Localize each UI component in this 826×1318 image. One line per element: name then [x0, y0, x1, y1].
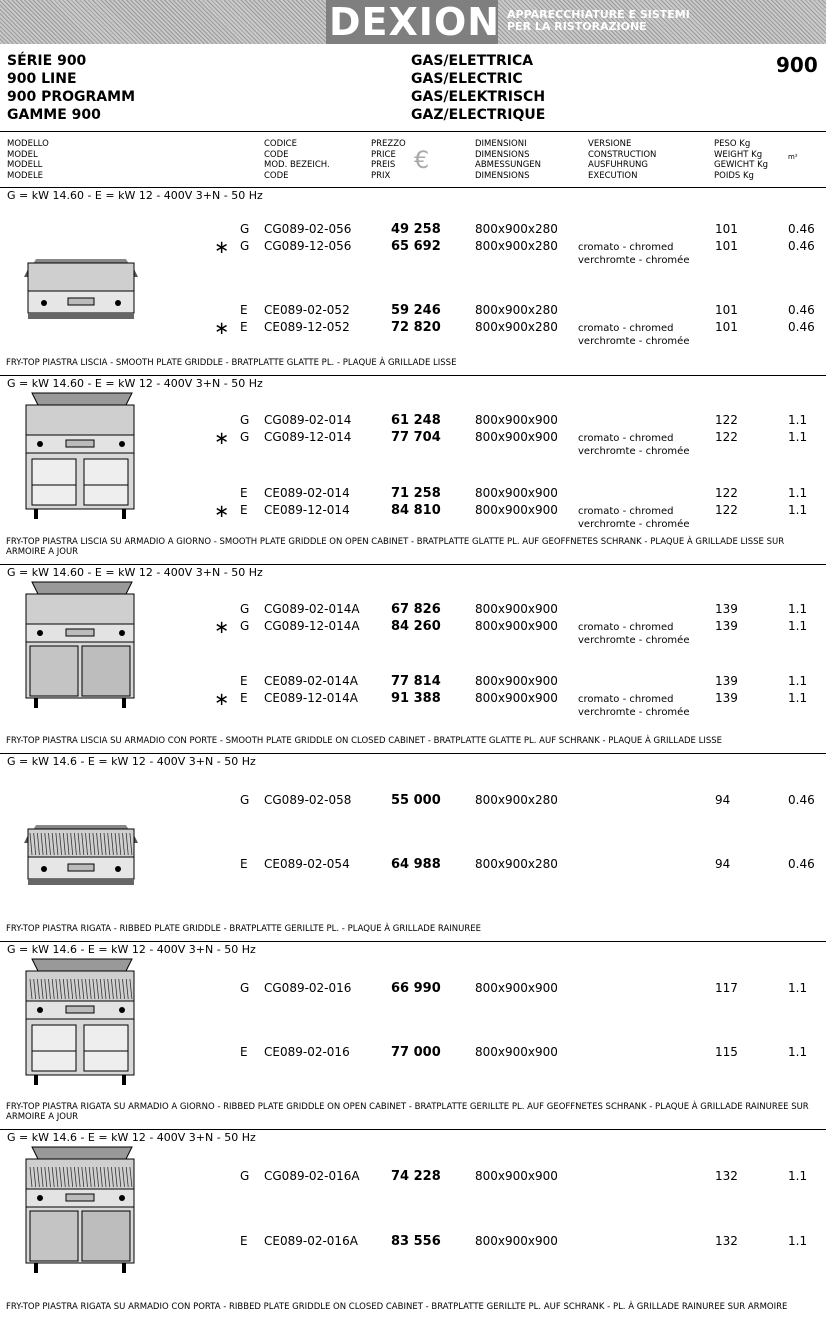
price: 65 692: [391, 239, 441, 254]
product-code: CE089-02-054: [264, 857, 350, 871]
weight: 132: [715, 1234, 738, 1248]
price: 55 000: [391, 793, 441, 808]
price: 74 228: [391, 1169, 441, 1184]
dimensions: 800x900x280: [475, 320, 558, 334]
price: 61 248: [391, 413, 441, 428]
area: 1.1: [788, 602, 808, 616]
power-type: E: [240, 503, 248, 517]
asterisk-icon: ∗: [214, 617, 230, 638]
product-code: CE089-02-052: [264, 303, 350, 317]
product-image: [22, 1143, 140, 1277]
product-code: CE089-02-014: [264, 486, 350, 500]
dimensions: 800x900x900: [475, 503, 558, 517]
asterisk-icon: ∗: [214, 501, 230, 522]
weight: 101: [715, 222, 738, 236]
area: 0.46: [788, 239, 815, 253]
product-code: CG089-12-056: [264, 239, 352, 253]
col-model: MODELLO MODEL MODELL MODELE: [7, 139, 49, 181]
price: 77 704: [391, 430, 441, 445]
section-caption: FRY-TOP PIASTRA RIGATA - RIBBED PLATE GRIDDLE - BRATPLATTE GERILLTE PL. - PLAQUE À GRILLADE RAINUREE: [6, 924, 482, 934]
product-code: CE089-12-014: [264, 503, 350, 517]
col-weight: PESO Kg WEIGHT Kg GEWICHT Kg POIDS Kg: [714, 139, 769, 181]
table-row: [0, 602, 826, 618]
dimensions: 800x900x900: [475, 1169, 558, 1183]
section-divider: [0, 375, 826, 376]
table-row: [0, 617, 826, 638]
asterisk-icon: ∗: [214, 689, 230, 710]
product-code: CG089-02-016: [264, 981, 352, 995]
power-type: G: [240, 793, 250, 807]
product-image: [22, 955, 140, 1089]
weight: 122: [715, 486, 738, 500]
version-note: cromato - chromed verchromte - chromée: [578, 242, 690, 266]
price: 91 388: [391, 691, 441, 706]
version-note: cromato - chromed verchromte - chromée: [578, 506, 690, 530]
weight: 139: [715, 674, 738, 688]
area: 1.1: [788, 486, 808, 500]
power-type: E: [240, 303, 248, 317]
dimensions: 800x900x900: [475, 1234, 558, 1248]
col-price: PREZZO PRICE PREIS PRIX: [371, 139, 406, 181]
dimensions: 800x900x900: [475, 674, 558, 688]
product-image: [22, 795, 142, 891]
col-code: CODICE CODE MOD. BEZEICH. CODE: [264, 139, 330, 181]
weight: 122: [715, 430, 738, 444]
table-row: [0, 981, 826, 997]
price: 84 260: [391, 619, 441, 634]
product-code: CG089-02-016A: [264, 1169, 360, 1183]
area: 0.46: [788, 793, 815, 807]
product-code: CG089-12-014: [264, 430, 352, 444]
section-caption: FRY-TOP PIASTRA RIGATA SU ARMADIO CON PORTA - RIBBED PLATE GRIDDLE ON CLOSED CABINET - BRATPLATTE GERILLTE PL. AUF SCHRANK - PL. À GRILLADE RAINUREE SUR ARMOIRE: [6, 1302, 788, 1312]
asterisk-icon: ∗: [214, 428, 230, 449]
section-caption: FRY-TOP PIASTRA LISCIA - SMOOTH PLATE GRIDDLE - BRATPLATTE GLATTE PL. - PLAQUE À GRILLADE LISSE: [6, 358, 457, 368]
price: 77 814: [391, 674, 441, 689]
area: 1.1: [788, 691, 808, 705]
price: 59 246: [391, 303, 441, 318]
version-note: cromato - chromed verchromte - chromée: [578, 622, 690, 646]
col-area: m²: [788, 153, 798, 161]
product-code: CG089-12-014A: [264, 619, 360, 633]
power-type: G: [240, 602, 250, 616]
power-type: G: [240, 1169, 250, 1183]
dimensions: 800x900x900: [475, 430, 558, 444]
version-note: cromato - chromed verchromte - chromée: [578, 433, 690, 457]
area: 1.1: [788, 503, 808, 517]
dimensions: 800x900x900: [475, 981, 558, 995]
power-type: E: [240, 486, 248, 500]
brand-logo: DEXION: [329, 0, 501, 44]
table-row: [0, 689, 826, 710]
asterisk-icon: ∗: [214, 318, 230, 339]
section-caption: FRY-TOP PIASTRA LISCIA SU ARMADIO CON PORTE - SMOOTH PLATE GRIDDLE ON CLOSED CABINET - BRATPLATTE GLATTE PL. AUF SCHRANK - PLAQUE À GRILLADE LISSE: [6, 736, 723, 746]
weight: 101: [715, 239, 738, 253]
weight: 94: [715, 793, 731, 807]
weight: 122: [715, 413, 738, 427]
weight: 139: [715, 602, 738, 616]
power-type: G: [240, 430, 250, 444]
series-number: 900: [776, 53, 818, 77]
power-type: E: [240, 320, 248, 334]
weight: 94: [715, 857, 731, 871]
table-row: [0, 222, 826, 238]
dimensions: 800x900x280: [475, 793, 558, 807]
product-code: CG089-02-058: [264, 793, 352, 807]
price: 72 820: [391, 320, 441, 335]
version-note: cromato - chromed verchromte - chromée: [578, 323, 690, 347]
area: 1.1: [788, 1234, 808, 1248]
dimensions: 800x900x900: [475, 1045, 558, 1059]
table-row: [0, 674, 826, 690]
product-code: CE089-12-014A: [264, 691, 358, 705]
asterisk-icon: ∗: [214, 237, 230, 258]
power-type: G: [240, 619, 250, 633]
weight: 132: [715, 1169, 738, 1183]
area: 0.46: [788, 222, 815, 236]
section-caption: FRY-TOP PIASTRA LISCIA SU ARMADIO A GIORNO - SMOOTH PLATE GRIDDLE ON OPEN CABINET - BRATPLATTE GLATTE PL. AUF GEOFFNETES SCHRANK - PLAQUE À GRILLADE LISSE SUR ARMOIRE A JOUR: [6, 537, 785, 557]
area: 1.1: [788, 981, 808, 995]
price: 71 258: [391, 486, 441, 501]
power-spec: G = kW 14.6 - E = kW 12 - 400V 3+N - 50 Hz: [7, 943, 256, 956]
power-type: E: [240, 691, 248, 705]
product-code: CE089-02-014A: [264, 674, 358, 688]
area: 0.46: [788, 303, 815, 317]
section-caption: FRY-TOP PIASTRA RIGATA SU ARMADIO A GIORNO - RIBBED PLATE GRIDDLE ON OPEN CABINET - BRATPLATTE GERILLTE PL. AUF GEOFFNETES SCHRANK - PLAQUE À GRILLADE RAINUREE SUR ARMOIRE A JOUR: [6, 1102, 809, 1122]
product-code: CG089-02-056: [264, 222, 352, 236]
weight: 122: [715, 503, 738, 517]
power-type: G: [240, 413, 250, 427]
area: 1.1: [788, 430, 808, 444]
power-type: E: [240, 857, 248, 871]
product-code: CE089-12-052: [264, 320, 350, 334]
section-divider: [0, 1129, 826, 1130]
dimensions: 800x900x900: [475, 691, 558, 705]
section-divider: [0, 753, 826, 754]
table-row: [0, 237, 826, 258]
table-row: [0, 413, 826, 429]
brand-tagline: APPARECCHIATURE E SISTEMI PER LA RISTORAZIONE: [507, 8, 690, 33]
table-row: [0, 857, 826, 873]
price: 84 810: [391, 503, 441, 518]
dimensions: 800x900x900: [475, 619, 558, 633]
col-dimensions: DIMENSIONI DIMENSIONS ABMESSUNGEN DIMENSIONS: [475, 139, 542, 181]
dimensions: 800x900x900: [475, 486, 558, 500]
price: 66 990: [391, 981, 441, 996]
power-type: G: [240, 239, 250, 253]
table-row: [0, 486, 826, 502]
product-code: CE089-02-016: [264, 1045, 350, 1059]
weight: 101: [715, 320, 738, 334]
dimensions: 800x900x280: [475, 303, 558, 317]
dimensions: 800x900x900: [475, 413, 558, 427]
table-row: [0, 318, 826, 339]
price: 83 556: [391, 1234, 441, 1249]
power-spec: G = kW 14.60 - E = kW 12 - 400V 3+N - 50 Hz: [7, 566, 263, 579]
product-code: CG089-02-014: [264, 413, 352, 427]
weight: 115: [715, 1045, 738, 1059]
table-row: [0, 501, 826, 522]
power-spec: G = kW 14.6 - E = kW 12 - 400V 3+N - 50 Hz: [7, 1131, 256, 1144]
product-code: CG089-02-014A: [264, 602, 360, 616]
area: 1.1: [788, 413, 808, 427]
weight: 101: [715, 303, 738, 317]
price: 49 258: [391, 222, 441, 237]
power-type: E: [240, 1045, 248, 1059]
divider: [0, 131, 826, 132]
section-divider: [0, 564, 826, 565]
area: 1.1: [788, 674, 808, 688]
weight: 139: [715, 691, 738, 705]
dimensions: 800x900x280: [475, 239, 558, 253]
section-divider: [0, 187, 826, 188]
product-code: CE089-02-016A: [264, 1234, 358, 1248]
col-version: VERSIONE CONSTRUCTION AUSFUHRUNG EXECUTION: [588, 139, 657, 181]
power-type: G: [240, 981, 250, 995]
area: 1.1: [788, 619, 808, 633]
series-title: SÉRIE 900 900 LINE 900 PROGRAMM GAMME 900: [7, 53, 136, 123]
area: 0.46: [788, 857, 815, 871]
power-spec: G = kW 14.60 - E = kW 12 - 400V 3+N - 50 Hz: [7, 377, 263, 390]
price: 77 000: [391, 1045, 441, 1060]
dimensions: 800x900x280: [475, 857, 558, 871]
table-row: [0, 1234, 826, 1250]
table-row: [0, 303, 826, 319]
section-divider: [0, 941, 826, 942]
weight: 139: [715, 619, 738, 633]
power-type: E: [240, 1234, 248, 1248]
table-row: [0, 1045, 826, 1061]
weight: 117: [715, 981, 738, 995]
price: 67 826: [391, 602, 441, 617]
dimensions: 800x900x280: [475, 222, 558, 236]
area: 1.1: [788, 1169, 808, 1183]
table-row: [0, 1169, 826, 1185]
table-row: [0, 793, 826, 809]
area: 1.1: [788, 1045, 808, 1059]
euro-icon: €: [414, 146, 430, 174]
power-spec: G = kW 14.60 - E = kW 12 - 400V 3+N - 50 Hz: [7, 189, 263, 202]
power-type: E: [240, 674, 248, 688]
power-spec: G = kW 14.6 - E = kW 12 - 400V 3+N - 50 Hz: [7, 755, 256, 768]
area: 0.46: [788, 320, 815, 334]
fuel-title: GAS/ELETTRICA GAS/ELECTRIC GAS/ELEKTRISCH GAZ/ELECTRIQUE: [411, 53, 546, 123]
table-row: [0, 428, 826, 449]
price: 64 988: [391, 857, 441, 872]
version-note: cromato - chromed verchromte - chromée: [578, 694, 690, 718]
dimensions: 800x900x900: [475, 602, 558, 616]
power-type: G: [240, 222, 250, 236]
